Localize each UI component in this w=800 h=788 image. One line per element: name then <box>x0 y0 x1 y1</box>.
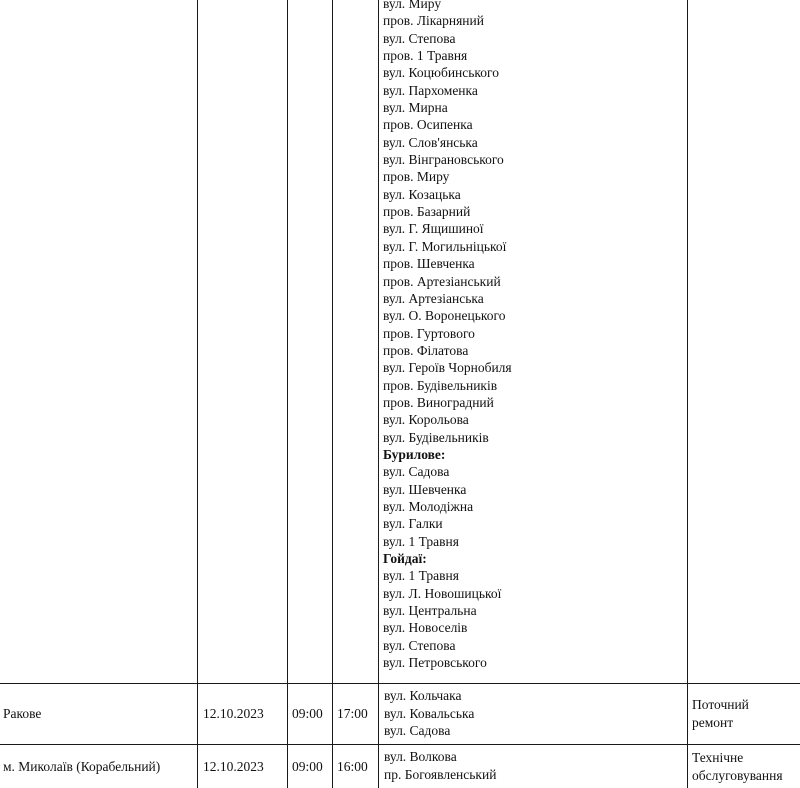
village-heading: Гойдаї: <box>383 551 427 566</box>
date-cell: 12.10.2023 <box>203 706 264 721</box>
streets-cell <box>384 687 474 740</box>
reason-cell <box>692 749 783 784</box>
street-item: вул. Слов'янська <box>383 134 478 150</box>
street-line: вул. Ковальська <box>384 705 475 721</box>
street-item: вул. Молодіжна <box>383 498 474 514</box>
street-item: вул. Галки <box>383 516 443 532</box>
street-item: вул. Пархоменка <box>383 82 478 98</box>
street-item: вул. Степова <box>383 637 456 653</box>
row-border-1 <box>0 683 800 684</box>
time-from-cell: 09:00 <box>292 706 323 721</box>
street-item: вул. Мирна <box>383 100 448 116</box>
street-item: пров. Лікарняний <box>383 13 484 29</box>
street-item: пров. Гуртового <box>383 325 475 341</box>
street-item: вул. 1 Травня <box>383 533 459 549</box>
time-to-cell: 16:00 <box>337 759 368 774</box>
street-item: вул. Петровського <box>383 655 487 671</box>
reason-line: Технічне <box>692 750 744 765</box>
settlement-cell: м. Миколаїв (Корабельний) <box>3 759 161 774</box>
street-item: вул. 1 Травня <box>383 568 459 584</box>
street-list <box>383 0 512 671</box>
street-item: вул. Г. Ящишиної <box>383 221 484 237</box>
street-item: пров. Осипенка <box>383 117 473 133</box>
street-item: пров. Шевченка <box>383 256 475 272</box>
street-item: вул. Козацька <box>383 186 461 202</box>
time-from-cell: 09:00 <box>292 759 323 774</box>
col-border-5 <box>687 0 688 788</box>
col-border-2 <box>287 0 288 788</box>
streets-cell <box>384 748 496 783</box>
street-line: вул. Кольчака <box>384 688 462 703</box>
street-item: вул. Миру <box>383 0 442 11</box>
street-item: пров. Базарний <box>383 204 471 220</box>
street-item: пров. Виноградний <box>383 394 494 410</box>
col-border-4 <box>378 0 379 788</box>
reason-line: Поточний <box>692 697 749 712</box>
street-item: пров. Миру <box>383 169 450 185</box>
street-item: вул. Новоселів <box>383 620 468 636</box>
street-item: вул. Корольова <box>383 412 469 428</box>
reason-line: ремонт <box>692 714 734 730</box>
street-item: вул. Героїв Чорнобиля <box>383 360 512 376</box>
street-item: вул. Артезіанська <box>383 290 484 306</box>
street-item: вул. О. Воронецького <box>383 308 506 324</box>
row-border-2 <box>0 744 800 745</box>
village-heading: Бурилове: <box>383 446 446 462</box>
col-border-1 <box>197 0 198 788</box>
street-item: вул. Г. Могильніцької <box>383 238 507 254</box>
street-item: вул. Садова <box>383 464 450 480</box>
street-line: вул. Садова <box>384 723 451 738</box>
street-item: вул. Л. Новошицької <box>383 585 502 601</box>
street-item: пров. Артезіанський <box>383 273 501 289</box>
street-item: пров. 1 Травня <box>383 48 468 64</box>
col-border-3 <box>332 0 333 788</box>
time-to-cell: 17:00 <box>337 706 368 721</box>
reason-line: обслуговування <box>692 767 783 783</box>
settlement-cell: Ракове <box>3 706 42 721</box>
street-line: вул. Волкова <box>384 749 457 764</box>
street-item: вул. Степова <box>383 30 456 46</box>
street-line: пр. Богоявленський <box>384 766 497 782</box>
street-item: пров. Філатова <box>383 342 469 358</box>
reason-cell <box>692 696 749 731</box>
street-item: пров. Будівельників <box>383 377 498 393</box>
street-item: вул. Вінграновського <box>383 152 504 168</box>
street-item: вул. Будівельників <box>383 429 489 445</box>
street-item: вул. Центральна <box>383 603 477 619</box>
date-cell: 12.10.2023 <box>203 759 264 774</box>
street-item: вул. Коцюбинського <box>383 65 499 81</box>
street-item: вул. Шевченка <box>383 481 467 497</box>
